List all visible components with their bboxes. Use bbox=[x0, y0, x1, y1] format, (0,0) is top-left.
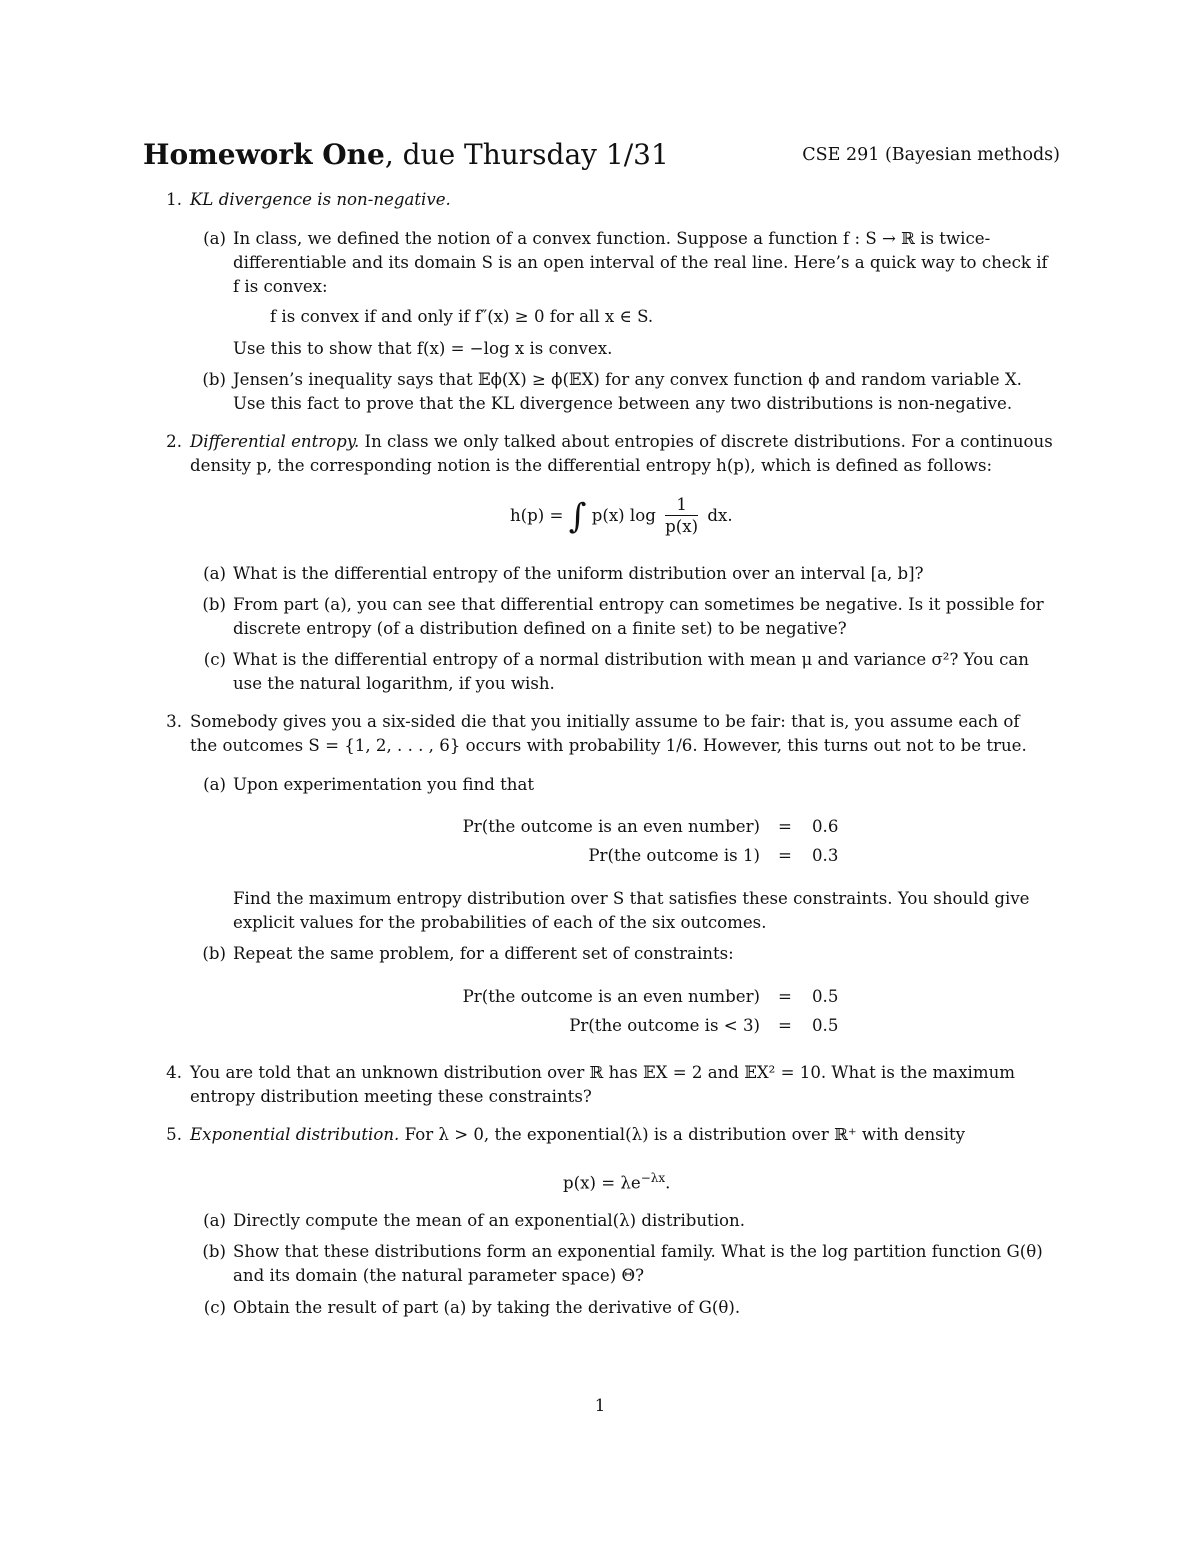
constraint-row bbox=[420, 985, 840, 1009]
problem-5-line-1-rest: For λ > 0, the exponential(λ) is a distribution over ℝ⁺ with density bbox=[399, 1125, 966, 1144]
problem-1-title bbox=[190, 188, 451, 212]
density-end: . bbox=[665, 1173, 671, 1193]
constraint-lhs: Pr(the outcome is an even number) bbox=[462, 817, 760, 836]
problem-5a-label: (a) bbox=[203, 1211, 226, 1230]
constraint-rel: = bbox=[778, 987, 792, 1006]
problem-2c-line-2: use the natural logarithm, if you wish. bbox=[233, 674, 555, 693]
constraint-rel: = bbox=[778, 846, 792, 865]
constraint-lhs: Pr(the outcome is < 3) bbox=[569, 1016, 760, 1035]
problem-2b-line-1: From part (a), you can see that differential entropy can sometimes be negative. Is it possible for bbox=[233, 595, 1044, 614]
constraint-rel: = bbox=[778, 817, 792, 836]
problem-1-number: 1. bbox=[166, 190, 182, 209]
course-label: CSE 291 (Bayesian methods) bbox=[802, 145, 1060, 165]
problem-5b-line-2: and its domain (the natural parameter space) Θ? bbox=[233, 1266, 645, 1285]
problem-3-line-2: the outcomes S = {1, 2, . . . , 6} occurs with probability 1/6. However, this turns out not to be true. bbox=[190, 736, 1027, 755]
problem-2a-text: What is the differential entropy of the uniform distribution over an interval [a, b]? bbox=[233, 564, 924, 583]
equation-body: p(x) log bbox=[591, 506, 656, 525]
problem-2-line-1 bbox=[190, 430, 1053, 454]
problem-3b-label: (b) bbox=[202, 944, 226, 963]
problem-3a-intro: Upon experimentation you find that bbox=[233, 775, 535, 794]
problem-1-title-text: KL divergence is non-negative. bbox=[190, 190, 451, 209]
page-number: 1 bbox=[594, 1396, 606, 1415]
equation-fraction bbox=[665, 495, 698, 538]
problem-2c-label: (c) bbox=[203, 650, 226, 669]
problem-5b-line-1: Show that these distributions form an exponential family. What is the log partition function G(θ) bbox=[233, 1242, 1043, 1261]
constraint-row bbox=[420, 815, 840, 839]
differential-entropy-equation bbox=[510, 492, 733, 541]
problem-2-line-1-rest: In class we only talked about entropies of discrete distributions. For a continuous bbox=[359, 432, 1053, 451]
problem-5b-label: (b) bbox=[202, 1242, 226, 1261]
title-strong: Homework One bbox=[143, 138, 385, 171]
constraint-rhs: 0.5 bbox=[812, 987, 839, 1006]
constraint-lhs: Pr(the outcome is 1) bbox=[588, 846, 760, 865]
problem-5c-label: (c) bbox=[203, 1298, 226, 1317]
integral-sign: ∫ bbox=[568, 496, 587, 537]
problem-2-number: 2. bbox=[166, 432, 182, 451]
problem-2-title: Differential entropy. bbox=[190, 432, 360, 451]
problem-5-line-1 bbox=[190, 1123, 965, 1147]
problem-3a-label: (a) bbox=[203, 775, 226, 794]
problem-5a-text: Directly compute the mean of an exponential(λ) distribution. bbox=[233, 1211, 745, 1230]
problem-1a-line-2: differentiable and its domain S is an open interval of the real line. Here’s a quick way to check if bbox=[233, 253, 1048, 272]
problem-5c-text: Obtain the result of part (a) by taking the derivative of G(θ). bbox=[233, 1298, 741, 1317]
problem-1a-line-3: f is convex: bbox=[233, 277, 328, 296]
problem-3a-after-1: Find the maximum entropy distribution over S that satisfies these constraints. You should give bbox=[233, 889, 1030, 908]
constraint-row bbox=[420, 1014, 840, 1038]
problem-1b-line-2: Use this fact to prove that the KL divergence between any two distributions is non-negative. bbox=[233, 394, 1013, 413]
problem-3a-after-2: explicit values for the probabilities of each of the six outcomes. bbox=[233, 913, 767, 932]
page-header bbox=[143, 135, 1060, 175]
problem-2-line-2: density p, the corresponding notion is the differential entropy h(p), which is defined as follows: bbox=[190, 456, 993, 475]
equation-tail: dx. bbox=[707, 506, 733, 525]
problem-2a-label: (a) bbox=[203, 564, 226, 583]
constraint-rhs: 0.3 bbox=[812, 846, 839, 865]
density-lhs: p(x) = λe bbox=[563, 1173, 641, 1193]
problem-1a-line-1: In class, we defined the notion of a convex function. Suppose a function f : S → ℝ is twice- bbox=[233, 229, 991, 248]
problem-1b-label: (b) bbox=[202, 370, 226, 389]
fraction-numerator: 1 bbox=[665, 495, 698, 516]
page-title bbox=[143, 135, 669, 175]
exponential-density-equation bbox=[563, 1166, 670, 1196]
problem-4-line-2: entropy distribution meeting these constraints? bbox=[190, 1087, 592, 1106]
problem-3-number: 3. bbox=[166, 712, 182, 731]
problem-4-line-1: You are told that an unknown distribution over ℝ has 𝔼X = 2 and 𝔼X² = 10. What is the maximum bbox=[190, 1063, 1016, 1082]
problem-5-title: Exponential distribution. bbox=[190, 1125, 400, 1144]
constraint-rel: = bbox=[778, 1016, 792, 1035]
problem-1a-label: (a) bbox=[203, 229, 226, 248]
title-rest: , due Thursday 1/31 bbox=[384, 138, 669, 171]
fraction-denominator: p(x) bbox=[665, 517, 699, 536]
problem-1b-line-1: Jensen’s inequality says that 𝔼ϕ(X) ≥ ϕ(𝔼X) for any convex function ϕ and random variable X. bbox=[233, 370, 1022, 389]
problem-5-number: 5. bbox=[166, 1125, 182, 1144]
convexity-criterion: f is convex if and only if f″(x) ≥ 0 for all x ∈ S. bbox=[270, 307, 654, 326]
constraint-rhs: 0.6 bbox=[812, 817, 839, 836]
problem-3b-intro: Repeat the same problem, for a different set of constraints: bbox=[233, 944, 734, 963]
problem-1a-task: Use this to show that f(x) = −log x is convex. bbox=[233, 339, 613, 358]
constraint-lhs: Pr(the outcome is an even number) bbox=[462, 987, 760, 1006]
problem-2c-line-1: What is the differential entropy of a normal distribution with mean μ and variance σ²? You can bbox=[233, 650, 1029, 669]
problem-3-line-1: Somebody gives you a six-sided die that you initially assume to be fair: that is, you assume each of bbox=[190, 712, 1020, 731]
constraint-rhs: 0.5 bbox=[812, 1016, 839, 1035]
problem-4-number: 4. bbox=[166, 1063, 182, 1082]
density-exponent: −λx bbox=[640, 1171, 666, 1185]
constraint-row bbox=[420, 844, 840, 868]
equation-lhs: h(p) = bbox=[510, 506, 564, 525]
problem-2b-label: (b) bbox=[202, 595, 226, 614]
problem-2b-line-2: discrete entropy (of a distribution defined on a finite set) to be negative? bbox=[233, 619, 847, 638]
